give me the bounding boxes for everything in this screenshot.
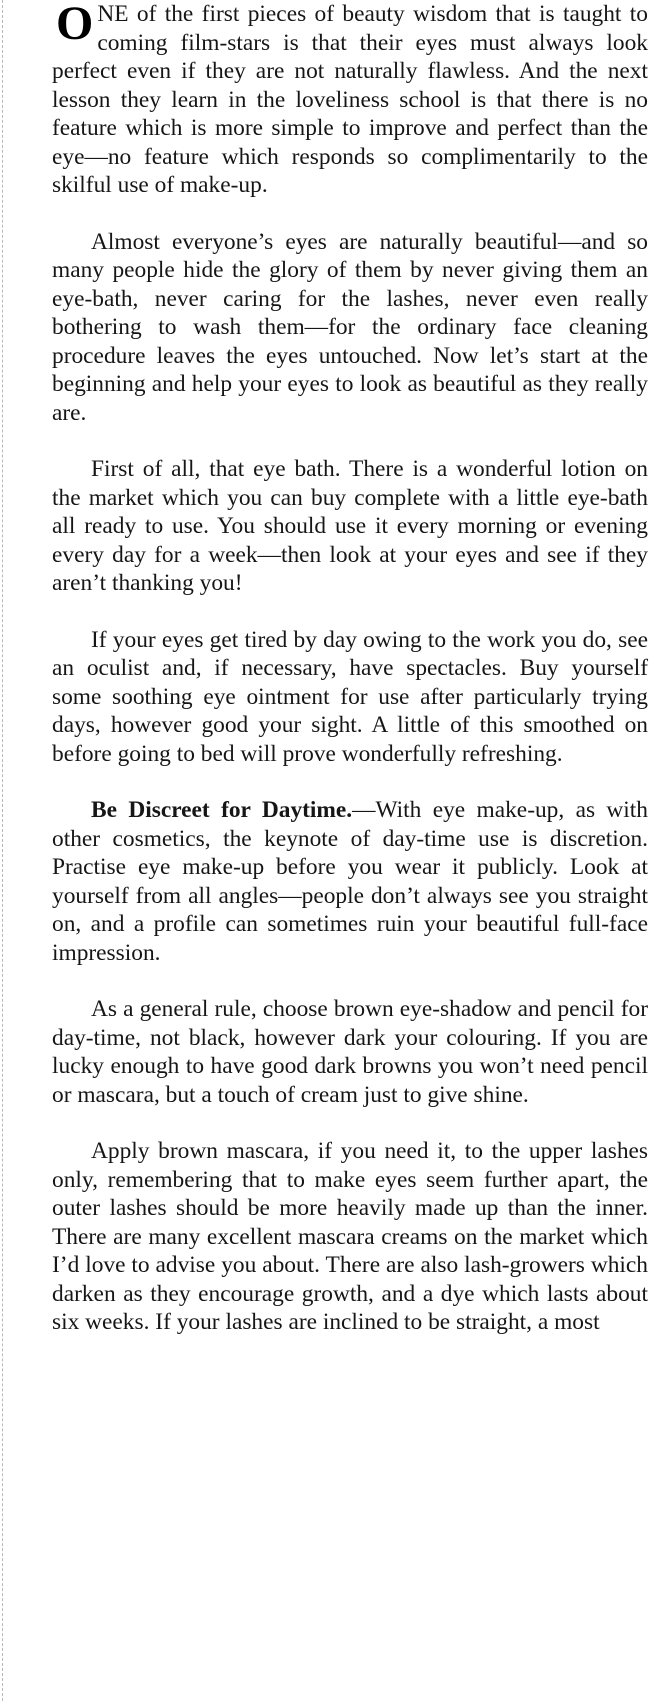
paragraph-7: Apply brown mascara, if you need it, to the upper lashes only, remembering that to make eyes seem further apart, the outer lashes should be more heavily made up than the inner. There are many excellent mascara creams on the market which I’d love to advise you about. There are also lash-growers which darken as they encourage growth, and a dye which lasts about six weeks. If your lashes are inclined to be straight, a most [52,1138,648,1335]
section-heading: Be Discreet for Daytime. [91,797,353,823]
paragraph-5 [52,796,648,967]
paragraph-2: Almost everyone’s eyes are naturally beautiful—and so many people hide the glory of them by never giving them an eye-bath, never caring for the lashes, never even really bothering to wash them—for the ordinary face cleaning procedure leaves the eyes untouched. Now let’s start at the beginning and help your eyes to look as beautiful as they really are. [52,228,648,426]
paragraph-6: As a general rule, choose brown eye-shadow and pencil for day-time, not black, however dark your colouring. If you are lucky enough to have good dark browns you won’t need pencil or mascara, but a touch of cream just to give shine. [52,996,648,1108]
paragraph-4: If your eyes get tired by day owing to the work you do, see an oculist and, if necessary, have spectacles. Buy yourself some soothing eye ointment for use after particularly trying days, however good your sight. A little of this smoothed on before going to bed will prove wonderfully refreshing. [52,626,648,767]
article [52,0,648,1365]
paragraph-3: First of all, that eye bath. There is a wonderful lotion on the market which you can buy complete with a little eye-bath all ready to use. You should use it every morning or evening every day for a week—then look at your eyes and see if they aren’t thanking you! [52,456,648,596]
section-text: —With eye make-up, as with other cosmetics, the keynote of day-time use is discretion. Practise eye make-up before you wear it publicly. Look at yourself from all angles—people don’t always see you straight on, and a profile can sometimes ruin your beautiful full-face impression. [52,797,648,966]
paragraph-1 [52,0,648,200]
drop-cap: O [56,0,94,50]
binding-edge [2,0,4,1701]
paragraph-1-text: NE of the first pieces of beauty wisdom that is taught to coming film-stars is that their eyes must always look perfect even if they are not naturally flawless. And the next lesson they learn in the loveliness school is that there is no feature which is more simple to improve and perfect than the eye—no feature which responds so complimentarily to the skilful use of make-up. [52,1,648,198]
